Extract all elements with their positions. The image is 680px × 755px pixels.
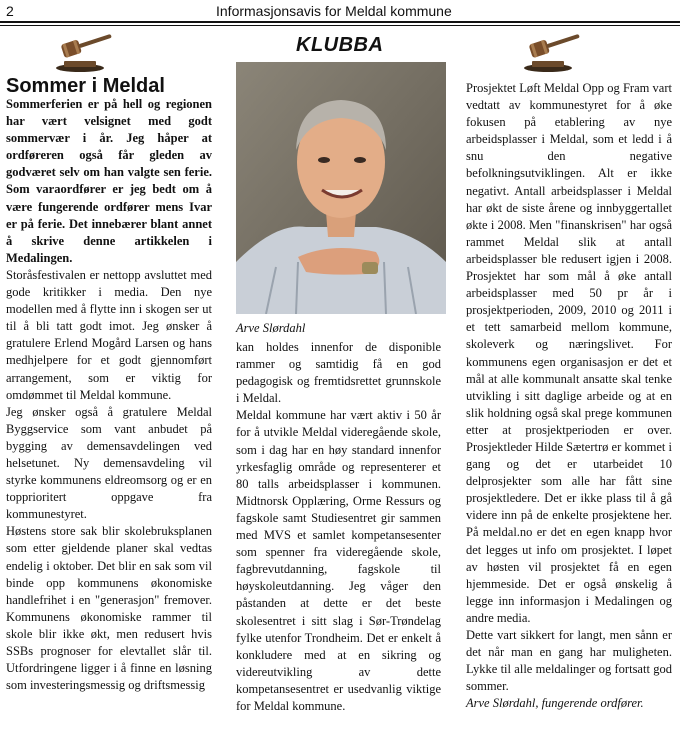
signature: Arve Slørdahl, fungerende ordfører. xyxy=(466,696,644,711)
paragraph: Høstens store sak blir skolebruksplanen som etter gjeldende planer skal vedtas endelig i oktober. Det blir en sak som vil binde opp kommunens økonomiske handlefrihet i en "generasjon" fremover. Kommunens økonomiske rammer til skole blir ikke økt, men redusert hvis SSBs prognoser for elevtallet slår til. Utfordringene ligger i å finne en løsning som investeringsmessig og driftsmessig xyxy=(6,524,212,693)
article-lead: Sommerferien er på hell og regionen har vært velsignet med godt sommervær i år. Jeg håper at ordføreren også får gleden av godværet selv om han valgte sen ferie. Som varaordfører er jeg bedt om å være fungerende ordfører mens Ivar er på ferie. Det innebærer blant annet å skrive denne artikkelen i Medalingen. xyxy=(6,97,212,265)
portrait-photo xyxy=(236,62,446,314)
column-3 xyxy=(466,80,672,712)
article-headline: Sommer i Meldal xyxy=(6,75,165,97)
header-rule-thin xyxy=(0,25,680,26)
section-title: KLUBBA xyxy=(296,34,384,56)
paragraph: Storåsfestivalen er nettopp avsluttet med gode kritikker i media. Den nye modellen med å flytte inn i skogen ser ut til å bli tatt godt imot. Jeg ønsker å gratulere Erlend Mogård Larsen og hans medhjelpere for et godt gjennomført arrangement, som er viktig for omdømmet til Meldal kommune. xyxy=(6,267,212,402)
gavel-icon xyxy=(50,28,116,74)
header-rule xyxy=(0,21,680,23)
column-2 xyxy=(236,339,441,715)
gavel-icon xyxy=(518,28,584,74)
paragraph: Meldal kommune har vært aktiv i 50 år for å utvikle Meldal videregående skole, som i dag har en høy standard innenfor yrkesfaglig område og representerer et 80 talls arbeidsplasser i kommunen. Midtnorsk Opplæring, Orme Ressurs og fagskole samt Studiesentret gir sammen med MVS et samlet kompetansesenter som spenner fra videregående skole, fagbrevutdanning, fagskole til høyskoleutdanning. Jeg våger den påstanden at dette er det beste skolesentret i sitt slag i Sør-Trøndelag fylke utenfor Trondheim. Det er enkelt å konkludere med at en sikring og videreutvikling av dette kompetansesentret er usedvanlig viktige for Meldal kommune. xyxy=(236,408,441,713)
page-number: 2 xyxy=(6,3,14,19)
paragraph: Prosjektet Løft Meldal Opp og Fram vart vedtatt av kommunestyret for å øke fokusen på etablering av nye arbeidsplasser i Meldal, som et ledd i å snu den negative befolkningsutviklingen. Alt er ikke negativt. Antall arbeidsplasser i Meldal har økt de siste årene og innbyggertallet økte i 2008. Men "finanskrisen" har også rammet Meldal slik at antall arbeidsplasser ble redusert igjen i 2008. Prosjektet har som mål å øke antall arbeidsplasser med 50 pr år i prosjektperioden, 2009, 2010 og 2011 i et tett samarbeid mellom kommune, skoleverk og næringslivet. For kommunens egen organisasjon er det et mål at alle kommunalt ansatte skal tenke utvikling i sitt daglige arbeide og at en slik holdning også skal prege kommunen etter at prosjektperioden er over. Prosjektleder Hilde Sætertrø er kommet i gang og det er utarbeidet 10 delprosjekter som alle har fått sine prosjektledere. Det er ikke plass til å gå videre inn på de enkelte prosjektene her. På meldal.no er det en egen knapp hvor det legges ut info om prosjektet. I løpet av høsten vil prosjektet få en egen hjemmeside. Det er også ønskelig å legge inn informasjon i Medalingen og andre media. xyxy=(466,81,672,625)
column-1 xyxy=(6,96,212,694)
paragraph: Jeg ønsker også å gratulere Meldal Byggservice som vant anbudet på bygging av demensavdelingen ved helsetunet. Ny demensavdeling vil styrke kommunens eldreomsorg og er en topprioritert oppgave fra kommunestyret. xyxy=(6,404,212,522)
paragraph: Dette vart sikkert for langt, men sånn er det når man en gang har muligheten. Lykke til alle meldalinger og fortsatt god sommer. xyxy=(466,628,672,694)
paragraph: kan holdes innenfor de disponible rammer og samtidig få en god pedagogisk og fremtidsrettet grunnskole i Meldal. xyxy=(236,340,441,406)
masthead-title: Informasjonsavis for Meldal kommune xyxy=(216,3,452,19)
photo-caption: Arve Slørdahl xyxy=(236,321,306,335)
